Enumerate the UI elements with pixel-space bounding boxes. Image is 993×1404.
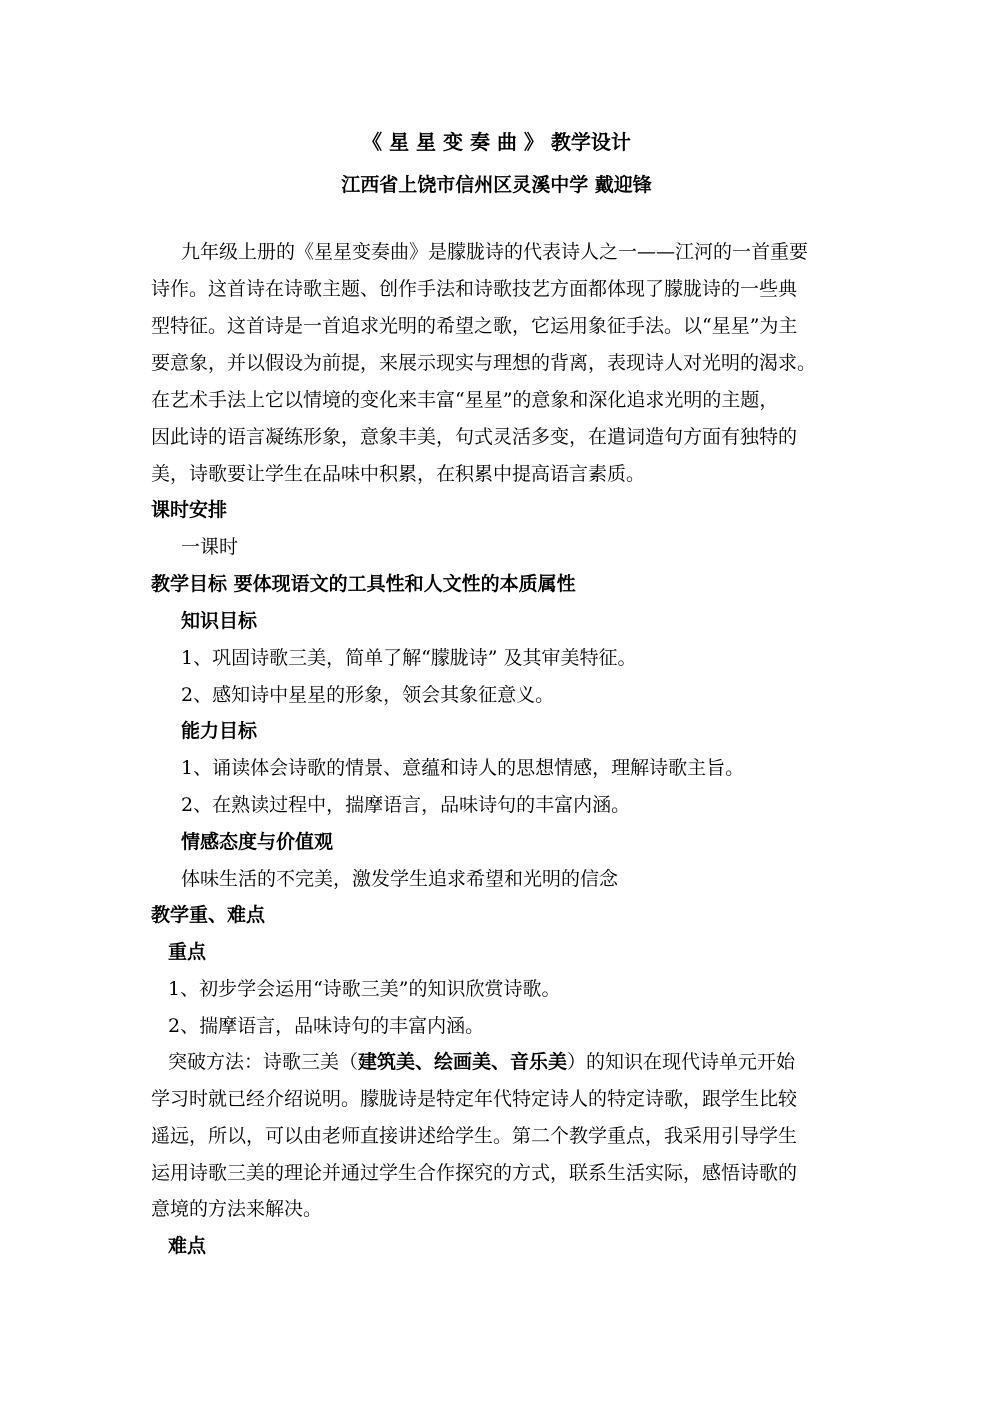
- intro-line: 因此诗的语言凝练形象，意象丰美，句式灵活多变，在遣词造句方面有独特的: [151, 426, 798, 448]
- emotion-goal-text: 体味生活的不完美，激发学生追求希望和光明的信念: [181, 868, 619, 890]
- knowledge-goals-heading: 知识目标: [181, 610, 258, 632]
- knowledge-goal-item: 1、巩固诗歌三美，简单了解“朦胧诗” 及其审美特征。: [181, 647, 637, 669]
- intro-line: 诗作。这首诗在诗歌主题、创作手法和诗歌技艺方面都体现了朦胧诗的一些典: [151, 278, 798, 300]
- method-line: 遥远，所以，可以由老师直接讲述给学生。第二个教学重点，我采用引导学生: [151, 1125, 798, 1147]
- author-line: 江西省上饶市信州区灵溪中学 戴迎锋: [341, 174, 652, 196]
- key-point-item: 1、初步学会运用“诗歌三美”的知识欣赏诗歌。: [168, 978, 561, 1000]
- method-prefix: 突破方法：诗歌三美（: [168, 1051, 359, 1073]
- method-first-line: [168, 1050, 795, 1074]
- key-point-item: 2、揣摩语言，品味诗句的丰富内涵。: [168, 1015, 485, 1037]
- method-line: 学习时就已经介绍说明。朦胧诗是特定年代特定诗人的特定诗歌，跟学生比较: [151, 1088, 798, 1110]
- method-line: 意境的方法来解决。: [151, 1198, 323, 1220]
- intro-line: 在艺术手法上它以情境的变化来丰富“星星”的意象和深化追求光明的主题，: [151, 389, 779, 411]
- page-title: 《 星 星 变 奏 曲 》 教学设计: [362, 130, 631, 154]
- schedule-heading: 课时安排: [151, 499, 228, 521]
- intro-line: 要意象，并以假设为前提，来展示现实与理想的背离，表现诗人对光明的渴求。: [151, 352, 817, 374]
- ability-goal-item: 1、诵读体会诗歌的情景、意蕴和诗人的思想情感，理解诗歌主旨。: [181, 757, 745, 779]
- method-line: 运用诗歌三美的理论并通过学生合作探究的方式，联系生活实际，感悟诗歌的: [151, 1162, 798, 1184]
- intro-line: 型特征。这首诗是一首追求光明的希望之歌，它运用象征手法。以“星星”为主: [151, 315, 798, 337]
- knowledge-goal-item: 2、感知诗中星星的形象，领会其象征意义。: [181, 684, 555, 706]
- goals-heading: 教学目标 要体现语文的工具性和人文性的本质属性: [151, 573, 576, 595]
- focus-heading: 教学重、难点: [151, 904, 266, 926]
- ability-goals-heading: 能力目标: [181, 720, 258, 742]
- method-suffix: ）的知识在现代诗单元开始: [567, 1051, 796, 1073]
- difficulty-heading: 难点: [168, 1235, 207, 1257]
- ability-goal-item: 2、在熟读过程中，揣摩语言，品味诗句的丰富内涵。: [181, 794, 631, 816]
- intro-line: 九年级上册的《星星变奏曲》是朦胧诗的代表诗人之一——江河的一首重要: [181, 241, 809, 263]
- key-points-heading: 重点: [168, 941, 207, 963]
- method-three-beauties: 建筑美、绘画美、音乐美: [358, 1051, 568, 1073]
- schedule-value: 一课时: [181, 536, 239, 558]
- emotion-goals-heading: 情感态度与价值观: [181, 831, 334, 853]
- intro-line: 美，诗歌要让学生在品味中积累，在积累中提高语言素质。: [151, 463, 646, 485]
